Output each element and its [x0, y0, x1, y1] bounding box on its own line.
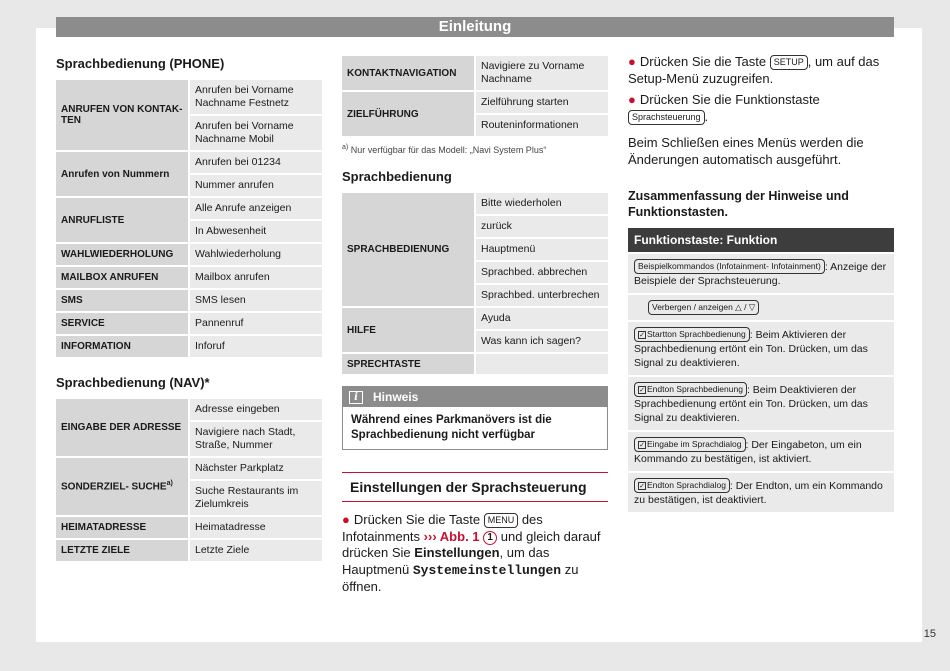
- row-value: Heimatadresse: [188, 517, 322, 538]
- callout-number: 1: [483, 531, 497, 545]
- function-key-rows: [628, 254, 894, 512]
- row-key: MAILBOX ANRUFEN: [56, 267, 188, 288]
- function-key-button[interactable]: Beispielkommandos (Infotainment- Infotainment): [634, 259, 825, 274]
- sprach-section-title: Sprachbedienung: [342, 169, 452, 184]
- table-row: [56, 517, 322, 538]
- row-value: Sprachbed. abbrechen: [474, 262, 608, 283]
- footnote: [342, 144, 608, 155]
- row-value: Inforuf: [188, 336, 322, 357]
- settings-paragraph: ● Drücken Sie die Taste MENU des Infotainments ››› Abb. 1 1 und gleich darauf drücken Sie Einstellungen, um das Hauptmenü Systemeinstellungen zu öffnen.: [342, 512, 601, 594]
- footnote-mark: a): [342, 144, 349, 151]
- table-row: [56, 267, 322, 288]
- checkbox-icon: ✓: [639, 387, 645, 394]
- phone-section-title: Sprachbedienung (PHONE): [56, 56, 225, 71]
- row-value: Was kann ich sagen?: [474, 331, 608, 352]
- chapter-banner: Einleitung: [56, 17, 894, 37]
- checkbox-icon: ✓: [639, 442, 645, 449]
- table-row: [56, 458, 322, 479]
- phone-commands-table: [56, 78, 322, 359]
- row-key: EINGABE DER ADRESSE: [56, 399, 188, 456]
- row-value: Mailbox anrufen: [188, 267, 322, 288]
- sprachsteuerung-key: Sprachsteuerung: [628, 110, 705, 125]
- row-value: zurück: [474, 216, 608, 237]
- function-description: : Der Eingabeton, um ein Kommando zu bestätigen, ist aktiviert.: [634, 439, 862, 465]
- page-number: 15: [923, 628, 936, 640]
- column-2: [342, 54, 608, 596]
- row-key: Anrufen von Nummern: [56, 152, 188, 196]
- nav-section-title: Sprachbedienung (NAV)*: [56, 375, 210, 390]
- row-key: ANRUFEN VON KONTAK-TEN: [56, 80, 188, 150]
- row-value: Adresse eingeben: [188, 399, 322, 420]
- row-value: Navigiere zu Vorname Nachname: [474, 56, 608, 90]
- row-value: Ayuda: [474, 308, 608, 329]
- bullet-function-key: ● Drücken Sie die Funktionstaste Sprachsteuerung .: [628, 92, 820, 124]
- column-1: [56, 52, 322, 563]
- figure-ref-link[interactable]: ››› Abb. 1: [423, 528, 480, 544]
- row-key: SPRACHBEDIENUNG: [342, 193, 474, 306]
- auto-save-paragraph: Beim Schließen eines Menüs werden die Änderungen automatisch ausgeführt.: [628, 135, 864, 167]
- table-row: [56, 336, 322, 357]
- note-header: [343, 387, 607, 407]
- row-value: Wahlwiederholung: [188, 244, 322, 265]
- row-value: Zielführung starten: [474, 92, 608, 113]
- row-key: SMS: [56, 290, 188, 311]
- note-title: Hinweis: [373, 390, 419, 404]
- row-value: Routeninformationen: [474, 115, 608, 136]
- function-key-row: [628, 377, 894, 430]
- table-row: [342, 354, 608, 374]
- row-value: Hauptmenü: [474, 239, 608, 260]
- info-icon: i: [349, 391, 363, 404]
- function-key-row: [628, 295, 894, 320]
- row-value: In Abwesenheit: [188, 221, 322, 242]
- bullet-icon: ●: [628, 92, 636, 107]
- sprach-commands-table: [342, 191, 608, 376]
- nav-commands-table-cont: [342, 54, 608, 138]
- table-row: [342, 56, 608, 90]
- function-key-row: [628, 473, 894, 512]
- row-key: LETZTE ZIELE: [56, 540, 188, 561]
- row-value: Navigiere nach Stadt, Straße, Nummer: [188, 422, 322, 456]
- checkbox-icon: ✓: [639, 332, 645, 339]
- function-description: : Beim Deaktivieren der Sprachbedienung ertönt ein Ton. Drücken, um das Signal zu deaktivieren.: [634, 384, 868, 424]
- row-key: ANRUFLISTE: [56, 198, 188, 242]
- row-value: Anrufen bei 01234: [188, 152, 322, 173]
- checkbox-icon: ✓: [639, 483, 645, 490]
- row-value: Letzte Ziele: [188, 540, 322, 561]
- row-value: Anrufen bei Vorname Nachname Festnetz: [188, 80, 322, 114]
- table-row: [56, 244, 322, 265]
- table-row: [56, 313, 322, 334]
- row-key: WAHLWIEDERHOLUNG: [56, 244, 188, 265]
- row-value: Nummer anrufen: [188, 175, 322, 196]
- row-value: Alle Anrufe anzeigen: [188, 198, 322, 219]
- function-description: : Der Endton, um ein Kommando zu bestätigen, ist deaktiviert.: [634, 480, 883, 506]
- function-key-table-header: Funktionstaste: Funktion: [628, 228, 894, 252]
- table-row: [56, 152, 322, 173]
- row-key: HILFE: [342, 308, 474, 352]
- function-key-button[interactable]: ✓ Startton Sprachbedienung: [634, 327, 750, 342]
- row-key: HEIMATADRESSE: [56, 517, 188, 538]
- row-key: KONTAKTNAVIGATION: [342, 56, 474, 90]
- table-row: [342, 308, 608, 329]
- row-value: [474, 354, 608, 374]
- table-row: [342, 92, 608, 113]
- bullet-setup: ● Drücken Sie die Taste SETUP , um auf das Setup-Menü zuzugreifen.: [628, 54, 880, 86]
- table-row: [56, 198, 322, 219]
- function-key-row: [628, 432, 894, 471]
- settings-heading: Einstellungen der Sprachsteuerung: [342, 472, 608, 502]
- function-description: : Anzeige der Beispiele der Sprachsteuerung.: [634, 261, 887, 287]
- bullet-icon: ●: [342, 512, 350, 527]
- row-key: INFORMATION: [56, 336, 188, 357]
- menu-key: MENU: [484, 513, 519, 528]
- row-key: SONDERZIEL- SUCHE$^{a)}$: [56, 458, 188, 515]
- summary-title: Zusammenfassung der Hinweise und Funktionstasten.: [628, 189, 849, 219]
- table-row: [56, 290, 322, 311]
- row-value: Pannenruf: [188, 313, 322, 334]
- note-box: [342, 386, 608, 450]
- function-key-button[interactable]: ✓ Eingabe im Sprachdialog: [634, 437, 746, 452]
- row-value: Anrufen bei Vorname Nachname Mobil: [188, 116, 322, 150]
- row-value: Bitte wiederholen: [474, 193, 608, 214]
- row-value: SMS lesen: [188, 290, 322, 311]
- row-value: Sprachbed. unterbrechen: [474, 285, 608, 306]
- function-key-button[interactable]: ✓ Endton Sprachbedienung: [634, 382, 747, 397]
- setup-key: SETUP: [770, 55, 808, 70]
- row-key: SERVICE: [56, 313, 188, 334]
- table-row: [56, 399, 322, 420]
- function-key-row: [628, 322, 894, 375]
- row-value: Suche Restaurants im Zielumkreis: [188, 481, 322, 515]
- table-row: [56, 80, 322, 114]
- footnote-text: Nur verfügbar für das Modell: „Navi System Plus“: [350, 145, 547, 155]
- column-3: [628, 54, 894, 512]
- function-key-button[interactable]: ✓ Endton Sprachdialog: [634, 478, 730, 493]
- function-key-button[interactable]: Verbergen / anzeigen △ / ▽: [648, 300, 759, 315]
- row-value: Nächster Parkplatz: [188, 458, 322, 479]
- bullet-icon: ●: [628, 54, 636, 69]
- table-row: [342, 193, 608, 214]
- row-key: ZIELFÜHRUNG: [342, 92, 474, 136]
- note-body: Während eines Parkmanövers ist die Sprachbedienung nicht verfügbar: [351, 414, 552, 441]
- row-key: SPRECHTASTE: [342, 354, 474, 374]
- table-row: [56, 540, 322, 561]
- function-description: : Beim Aktivieren der Sprachbedienung ertönt ein Ton. Drücken, um das Signal zu deaktivieren.: [634, 329, 868, 369]
- nav-commands-table: [56, 397, 322, 563]
- function-key-row: [628, 254, 894, 293]
